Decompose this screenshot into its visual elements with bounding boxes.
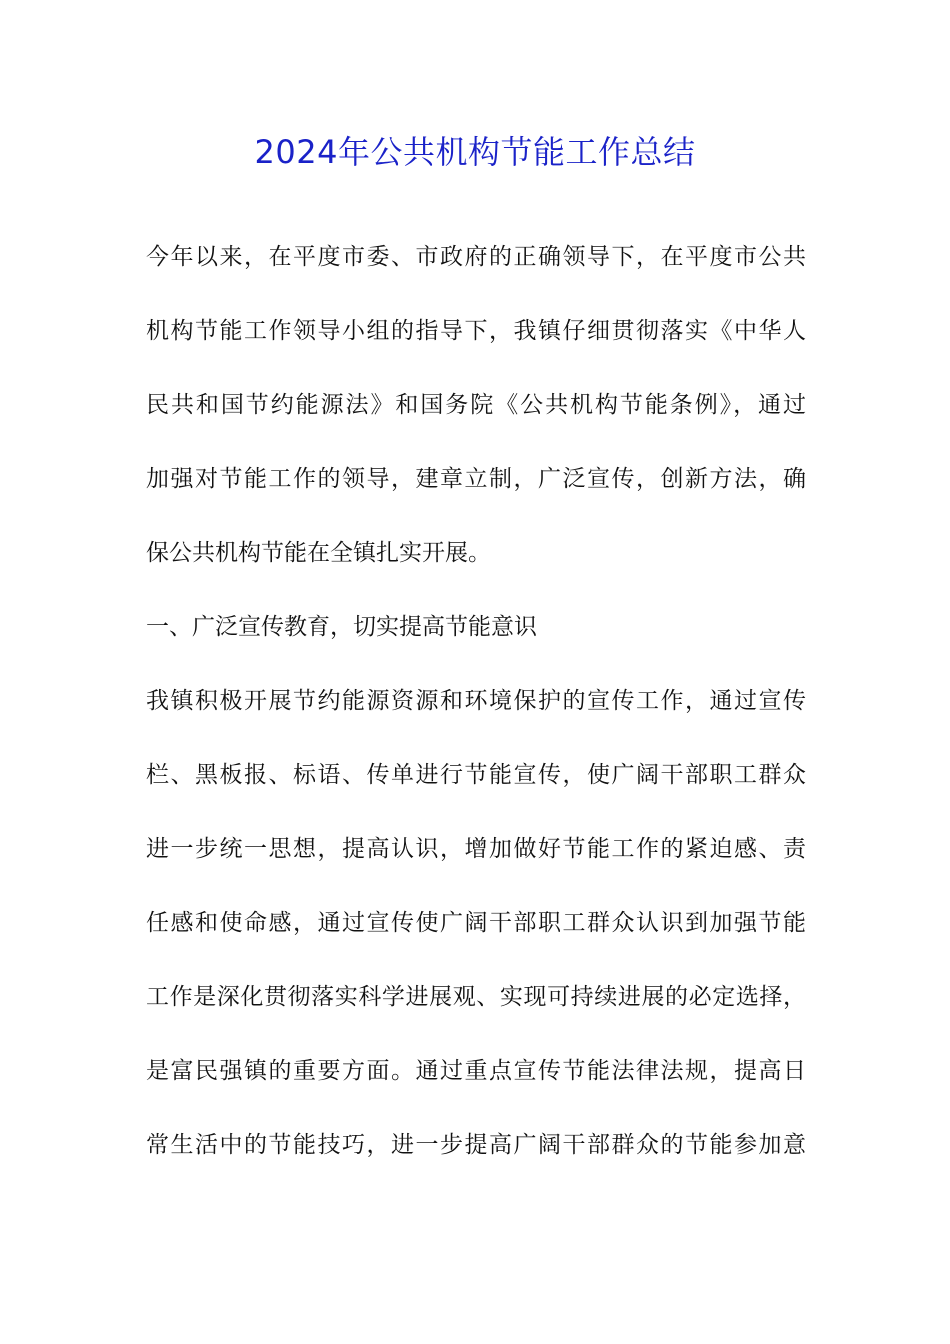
text-line: 加强对节能工作的领导，建章立制，广泛宣传，创新方法，确	[146, 466, 806, 492]
text-line: 保公共机构节能在全镇扎实开展。	[146, 540, 491, 566]
section-heading: 一、广泛宣传教育，切实提高节能意识	[146, 614, 537, 640]
text-line: 我镇积极开展节约能源资源和环境保护的宣传工作，通过宣传	[146, 688, 806, 714]
text-line: 民共和国节约能源法》和国务院《公共机构节能条例》，通过	[146, 392, 806, 418]
document-title: 2024年公共机构节能工作总结	[254, 133, 696, 171]
text-line: 常生活中的节能技巧，进一步提高广阔干部群众的节能参加意	[146, 1132, 806, 1158]
text-line: 任感和使命感，通过宣传使广阔干部职工群众认识到加强节能	[146, 910, 806, 936]
text-line: 机构节能工作领导小组的指导下，我镇仔细贯彻落实《中华人	[146, 318, 806, 344]
text-line: 是富民强镇的重要方面。通过重点宣传节能法律法规，提高日	[146, 1058, 806, 1084]
document-body	[146, 232, 806, 1194]
text-line: 进一步统一思想，提高认识，增加做好节能工作的紧迫感、责	[146, 836, 806, 862]
text-line: 工作是深化贯彻落实科学进展观、实现可持续进展的必定选择，	[146, 984, 806, 1010]
text-line: 栏、黑板报、标语、传单进行节能宣传，使广阔干部职工群众	[146, 762, 806, 788]
text-line: 今年以来，在平度市委、市政府的正确领导下，在平度市公共	[146, 244, 806, 270]
